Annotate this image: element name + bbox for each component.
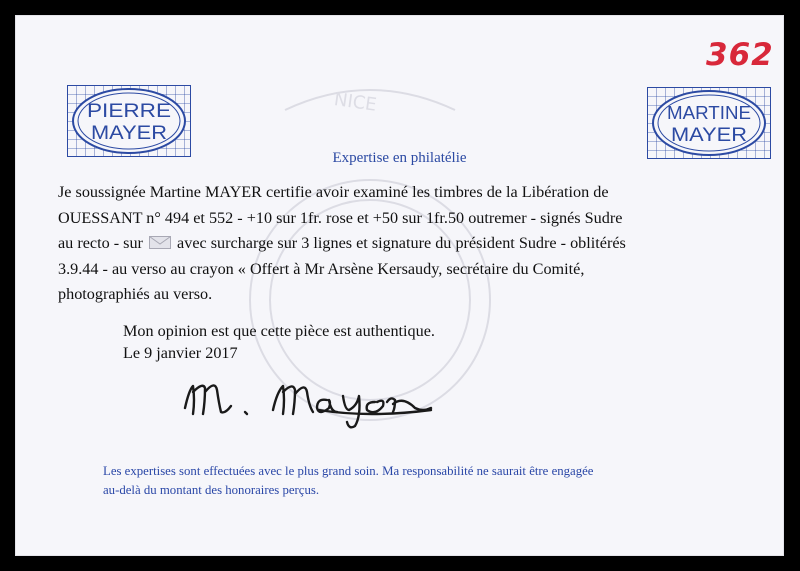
document-title: Expertise en philatélie xyxy=(332,150,467,166)
certificate-body xyxy=(58,180,758,308)
logo-left-line1: PIERRE xyxy=(87,101,171,122)
logo-left-line2: MAYER xyxy=(91,123,167,144)
disclaimer xyxy=(103,462,723,500)
pierre-mayer-logo xyxy=(67,85,191,157)
opinion-block xyxy=(123,320,435,364)
logo-right-line2: MAYER xyxy=(671,125,747,146)
body-line-part: au recto - sur xyxy=(58,234,143,252)
body-line-part: avec surcharge sur 3 lignes et signature du président Sudre - oblitérés xyxy=(177,234,626,252)
logo-right-line1: MARTINE xyxy=(667,103,751,123)
body-line: 3.9.44 - au verso au crayon « Offert à Mr Arsène Kersaudy, secrétaire du Comité, xyxy=(58,259,585,278)
opinion-text: Mon opinion est que cette pièce est authentique. xyxy=(123,322,435,340)
body-line: photographiés au verso. xyxy=(58,285,213,303)
handwritten-number: 362 xyxy=(706,37,774,73)
certificate-card xyxy=(15,15,784,556)
date-text: Le 9 janvier 2017 xyxy=(123,344,238,362)
body-line-with-icon xyxy=(58,231,758,257)
svg-text:NICE: NICE xyxy=(332,89,378,116)
body-line: OUESSANT n° 494 et 552 - +10 sur 1fr. rose et +50 sur 1fr.50 outremer - signés Sudre xyxy=(58,208,623,227)
signature xyxy=(179,372,435,432)
martine-mayer-logo xyxy=(647,87,771,159)
disclaimer-line: Les expertises sont effectuées avec le plus grand soin. Ma responsabilité ne saurait être engagée xyxy=(103,464,594,478)
disclaimer-line: au-delà du montant des honoraires perçus. xyxy=(103,483,320,497)
body-line: Je soussignée Martine MAYER certifie avoir examiné les timbres de la Libération de xyxy=(58,183,609,201)
envelope-icon xyxy=(149,236,171,249)
